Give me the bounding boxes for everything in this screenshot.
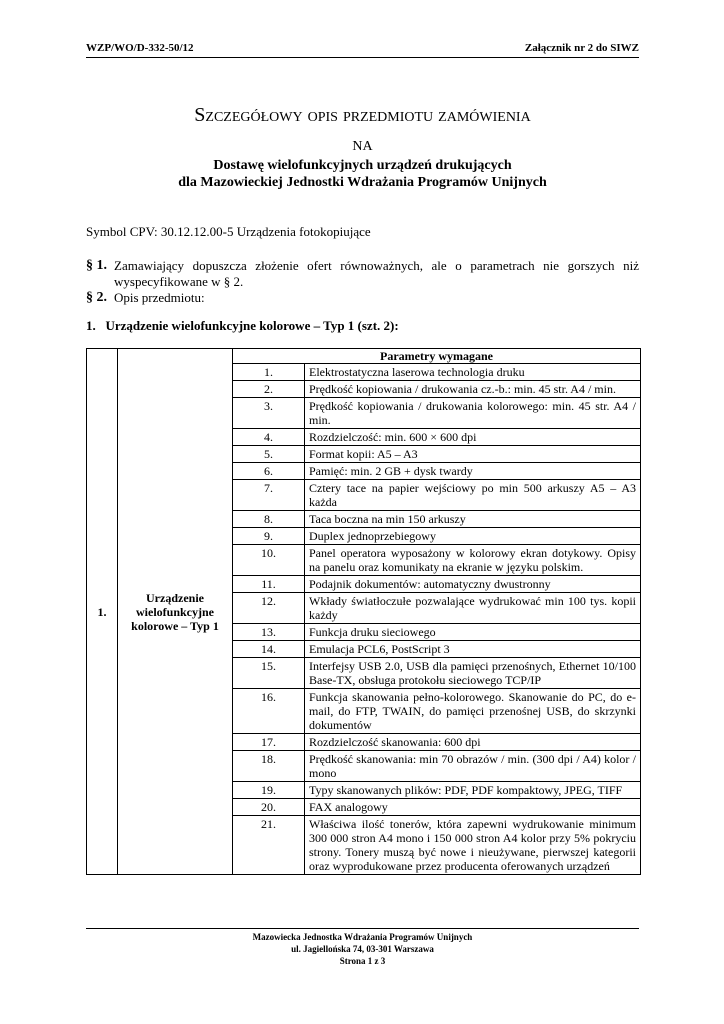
row-parameter: Prędkość kopiowania / drukowania kolorowego: min. 45 str. A4 / min.: [305, 398, 641, 429]
row-number: 11.: [233, 576, 305, 593]
footer-organization: Mazowiecka Jednostka Wdrażania Programów Unijnych: [252, 932, 473, 942]
row-parameter: Format kopii: A5 – A3: [305, 446, 641, 463]
row-parameter: Duplex jednoprzebiegowy: [305, 528, 641, 545]
document-title: [86, 101, 639, 159]
row-number: 7.: [233, 480, 305, 511]
row-parameter: Funkcja skanowania pełno-kolorowego. Skanowanie do PC, do e-mail, do FTP, TWAIN, do pamięci przenośnej USB, do skrzynki dokumentów: [305, 689, 641, 734]
header-divider: [86, 57, 639, 58]
row-number: 13.: [233, 624, 305, 641]
row-parameter: Właściwa ilość tonerów, która zapewni wydrukowanie minimum 300 000 stron A4 mono i 150 000 stron A4 kolor przy 5% pokryciu strony. Tonery muszą być nowe i nieużywane, pierwszej kategorii oraz wyprodukowane przez producenta oferowanych urządzeń: [305, 816, 641, 875]
attachment-label: Załącznik nr 2 do SIWZ: [524, 42, 639, 54]
row-number: 9.: [233, 528, 305, 545]
page-footer: [86, 931, 639, 967]
row-number: 5.: [233, 446, 305, 463]
row-parameter: Funkcja druku sieciowego: [305, 624, 641, 641]
row-parameter: Taca boczna na min 150 arkuszy: [305, 511, 641, 528]
paragraph-2: [86, 290, 639, 306]
subtitle-line-1: Dostawę wielofunkcyjnych urządzeń drukujących: [213, 158, 512, 173]
title-line-2: na: [352, 133, 373, 155]
table-header: Parametry wymagane: [233, 349, 641, 364]
item-number: 1.: [87, 349, 118, 875]
paragraph-text: Opis przedmiotu:: [114, 290, 205, 305]
row-parameter: Typy skanowanych plików: PDF, PDF kompaktowy, JPEG, TIFF: [305, 782, 641, 799]
paragraph-1: [86, 258, 639, 290]
document-reference: WZP/WO/D-332-50/12: [86, 42, 194, 54]
table-header-row: [87, 349, 641, 364]
row-number: 2.: [233, 381, 305, 398]
row-number: 19.: [233, 782, 305, 799]
row-parameter: Prędkość skanowania: min 70 obrazów / min. (300 dpi / A4) kolor / mono: [305, 751, 641, 782]
row-parameter: Pamięć: min. 2 GB + dysk twardy: [305, 463, 641, 480]
row-number: 17.: [233, 734, 305, 751]
row-parameter: Prędkość kopiowania / drukowania cz.-b.: min. 45 str. A4 / min.: [305, 381, 641, 398]
title-line-1: Szczegółowy opis przedmiotu zamówienia: [194, 104, 531, 126]
paragraph-number: § 1.: [86, 258, 107, 273]
row-number: 10.: [233, 545, 305, 576]
row-parameter: Rozdzielczość skanowania: 600 dpi: [305, 734, 641, 751]
paragraph-number: § 2.: [86, 290, 107, 305]
document-subtitle: [86, 157, 639, 191]
row-number: 15.: [233, 658, 305, 689]
row-number: 18.: [233, 751, 305, 782]
row-parameter: Interfejsy USB 2.0, USB dla pamięci przenośnych, Ethernet 10/100 Base-TX, obsługa protokołu sieciowego TCP/IP: [305, 658, 641, 689]
row-number: 12.: [233, 593, 305, 624]
row-number: 21.: [233, 816, 305, 875]
row-number: 6.: [233, 463, 305, 480]
row-number: 20.: [233, 799, 305, 816]
row-number: 4.: [233, 429, 305, 446]
parameters-table: [86, 348, 641, 875]
item-name: Urządzenie wielofunkcyjne kolorowe – Typ 1: [118, 349, 233, 875]
row-number: 1.: [233, 364, 305, 381]
row-number: 14.: [233, 641, 305, 658]
row-parameter: Emulacja PCL6, PostScript 3: [305, 641, 641, 658]
footer-address: ul. Jagiellońska 74, 03-301 Warszawa: [291, 944, 434, 954]
row-parameter: Panel operatora wyposażony w kolorowy ekran dotykowy. Opisy na panelu oraz komunikaty na ekranie w języku polskim.: [305, 545, 641, 576]
page-number: Strona 1 z 3: [339, 956, 386, 966]
row-number: 16.: [233, 689, 305, 734]
row-parameter: FAX analogowy: [305, 799, 641, 816]
footer-divider: [86, 928, 639, 929]
row-parameter: Cztery tace na papier wejściowy po min 500 arkuszy A5 – A3 każda: [305, 480, 641, 511]
section-heading: 1. Urządzenie wielofunkcyjne kolorowe – Typ 1 (szt. 2):: [86, 318, 399, 333]
row-parameter: Rozdzielczość: min. 600 × 600 dpi: [305, 429, 641, 446]
subtitle-line-2: dla Mazowieckiej Jednostki Wdrażania Programów Unijnych: [178, 175, 547, 190]
paragraph-text: Zamawiający dopuszcza złożenie ofert równoważnych, ale o parametrach nie gorszych niż wyspecyfikowane w § 2.: [114, 258, 639, 289]
cpv-symbol: Symbol CPV: 30.12.12.00-5 Urządzenia fotokopiujące: [86, 224, 371, 239]
row-parameter: Elektrostatyczna laserowa technologia druku: [305, 364, 641, 381]
row-parameter: Podajnik dokumentów: automatyczny dwustronny: [305, 576, 641, 593]
row-number: 8.: [233, 511, 305, 528]
row-parameter: Wkłady światłoczułe pozwalające wydrukować min 100 tys. kopii każdy: [305, 593, 641, 624]
row-number: 3.: [233, 398, 305, 429]
